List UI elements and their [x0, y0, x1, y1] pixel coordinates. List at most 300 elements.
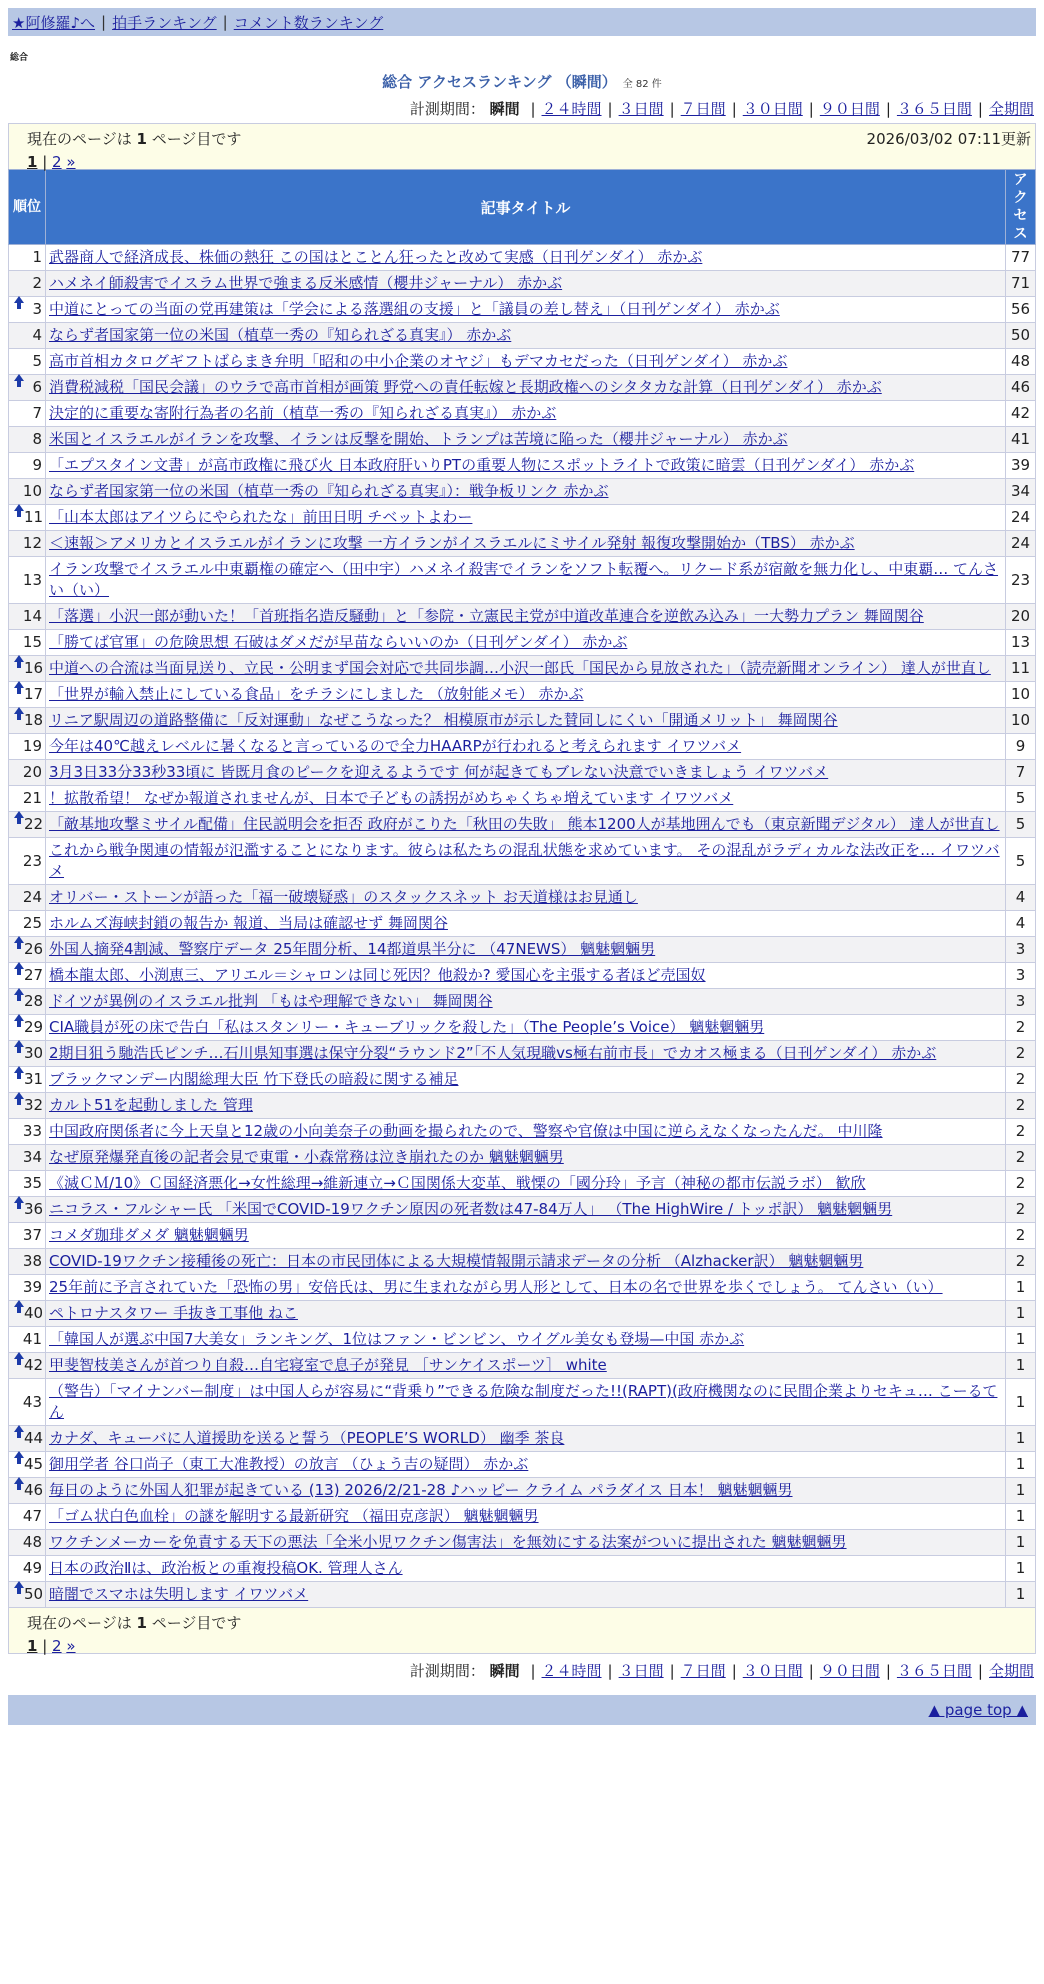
- access-count: 1: [1006, 1582, 1036, 1608]
- article-link[interactable]: 暗闇でスマホは失明します イワツバメ: [49, 1585, 309, 1603]
- article-link[interactable]: ならず者国家第一位の米国（植草一秀の『知られざる真実』） 赤かぶ: [49, 326, 512, 344]
- article-link[interactable]: リニア駅周辺の道路整備に「反対運動」なぜこうなった？ 相模原市が示した賛同しにくい「開通メリット」 舞岡関谷: [49, 711, 838, 729]
- article-link[interactable]: 「韓国人が選ぶ中国7大美女」ランキング、1位はファン・ビンビン、ウイグル美女も登場—中国 赤かぶ: [49, 1330, 745, 1348]
- article-link[interactable]: 今年は40℃越えレベルに暑くなると言っているので全力HAARPが行われると考えられます イワツバメ: [49, 737, 742, 755]
- rank-number: 10: [22, 482, 42, 500]
- comment-ranking-link[interactable]: コメント数ランキング: [233, 13, 384, 32]
- col-header-access: アクセス: [1006, 170, 1036, 245]
- article-link[interactable]: 甲斐智枝美さんが首つり自殺…自宅寝室で息子が発見 ［サンケイスポーツ］ white: [49, 1356, 607, 1374]
- access-count: 2: [1006, 1015, 1036, 1041]
- home-link[interactable]: ★阿修羅♪へ: [12, 13, 96, 32]
- table-row: [9, 1301, 1036, 1327]
- article-link[interactable]: 「エプスタイン文書」が高市政権に飛び火 日本政府肝いりPTの重要人物にスポットライトで政策に暗雲（日刊ゲンダイ） 赤かぶ: [49, 456, 915, 474]
- table-row: [9, 812, 1036, 838]
- article-link[interactable]: 3月3日33分33秒33頃に 皆既月食のピークを迎えるようです 何が起きてもブレない決意でいきましょう イワツバメ: [49, 763, 829, 781]
- access-count: 1: [1006, 1530, 1036, 1556]
- access-count: 24: [1006, 531, 1036, 557]
- rank-number: 14: [22, 607, 42, 625]
- article-link[interactable]: 「敵基地攻撃ミサイル配備」住民説明会を拒否 政府がこりた「秋田の失敗」 熊本1200人が基地囲んでも（東京新聞デジタル） 達人が世直し: [49, 815, 1000, 833]
- title-cell: [46, 375, 1006, 401]
- rank-number: 18: [24, 711, 44, 729]
- rank-up-arrow-icon: [14, 988, 24, 995]
- table-row: [9, 630, 1036, 656]
- title-cell: [46, 1504, 1006, 1530]
- table-row: [9, 1093, 1036, 1119]
- rank-number: 46: [24, 1481, 44, 1499]
- title-cell: [46, 297, 1006, 323]
- period-link[interactable]: ３６５日間: [896, 1662, 972, 1680]
- access-count: 23: [1006, 557, 1036, 604]
- rank-cell: [9, 349, 46, 375]
- table-row: [9, 479, 1036, 505]
- article-link[interactable]: CIA職員が死の床で告白「私はスタンリー・キューブリックを殺した」（The People’s Voice） 魑魅魍魎男: [49, 1018, 765, 1036]
- rank-cell: [9, 786, 46, 812]
- access-count: 1: [1006, 1452, 1036, 1478]
- rank-cell: [9, 1015, 46, 1041]
- rank-number: 35: [22, 1174, 42, 1192]
- article-link[interactable]: ペトロナスタワー 手抜き工事他 ねこ: [49, 1304, 298, 1322]
- access-count: 1: [1006, 1301, 1036, 1327]
- rank-number: 42: [24, 1356, 44, 1374]
- rank-number: 19: [22, 737, 42, 755]
- rank-number: 6: [32, 378, 42, 396]
- rank-number: 48: [22, 1533, 42, 1551]
- rank-number: 7: [32, 404, 42, 422]
- title-cell: [46, 1582, 1006, 1608]
- rank-cell: [9, 1504, 46, 1530]
- rank-number: 5: [32, 352, 42, 370]
- access-count: 10: [1006, 682, 1036, 708]
- title-cell: [46, 1327, 1006, 1353]
- access-count: 77: [1006, 245, 1036, 271]
- access-count: 3: [1006, 937, 1036, 963]
- page-info: 現在のページは 1 ページ目です: [27, 130, 242, 148]
- total-count: 全 82 件: [622, 79, 662, 90]
- rank-cell: [9, 297, 46, 323]
- access-count: 50: [1006, 323, 1036, 349]
- table-row: [9, 786, 1036, 812]
- period-link[interactable]: ９０日間: [819, 1662, 880, 1680]
- article-link[interactable]: カナダ、キューバに人道援助を送ると誓う（PEOPLE’S WORLD） 幽季 茶良: [49, 1429, 565, 1447]
- period-link[interactable]: 全期間: [988, 1662, 1034, 1680]
- article-link[interactable]: なぜ原発爆発直後の記者会見で東電・小森常務は泣き崩れたのか 魑魅魍魎男: [49, 1148, 564, 1166]
- table-row: [9, 1041, 1036, 1067]
- access-count: 2: [1006, 1093, 1036, 1119]
- rank-number: 50: [24, 1585, 44, 1603]
- rank-number: 15: [22, 633, 42, 651]
- rank-number: 33: [22, 1122, 42, 1140]
- page-info: 現在のページは 1 ページ目です: [27, 1614, 242, 1632]
- rank-cell: [9, 1327, 46, 1353]
- rank-cell: [9, 1582, 46, 1608]
- title-cell: [46, 1197, 1006, 1223]
- rank-up-arrow-icon: [14, 1451, 24, 1458]
- article-link[interactable]: これから戦争関連の情報が氾濫することになります。彼らは私たちの混乱状態を求めています。 その混乱がラディカルな法改正を… イワツバメ: [49, 841, 1000, 880]
- title-cell: [46, 1119, 1006, 1145]
- rank-cell: [9, 1041, 46, 1067]
- title-cell: [46, 911, 1006, 937]
- access-count: 1: [1006, 1379, 1036, 1426]
- title-cell: [46, 1452, 1006, 1478]
- article-link[interactable]: 外国人摘発4割減、警察庁データ 25年間分析、14都道県半分に （47NEWS） 魑魅魍魎男: [49, 940, 656, 958]
- rank-number: 8: [32, 430, 42, 448]
- access-count: 1: [1006, 1504, 1036, 1530]
- pager: 1 | 2 »: [27, 153, 76, 171]
- rank-up-arrow-icon: [14, 1014, 24, 1021]
- title-cell: [46, 453, 1006, 479]
- pager-page-2[interactable]: 2: [52, 1637, 62, 1655]
- col-header-rank: 順位: [9, 170, 46, 245]
- rank-cell: [9, 479, 46, 505]
- access-count: 13: [1006, 630, 1036, 656]
- access-count: 46: [1006, 375, 1036, 401]
- article-link[interactable]: 武器商人で経済成長、株価の熱狂 この国はとことん狂ったと改めて実感（日刊ゲンダイ） 赤かぶ: [49, 248, 703, 266]
- access-count: 5: [1006, 838, 1036, 885]
- table-row: [9, 557, 1036, 604]
- rank-cell: [9, 375, 46, 401]
- rank-cell: [9, 1353, 46, 1379]
- rank-number: 36: [24, 1200, 44, 1218]
- table-row: [9, 1379, 1036, 1426]
- period-link[interactable]: ３６５日間: [896, 100, 972, 118]
- article-link[interactable]: 中道への合流は当面見送り、立民・公明まず国会対応で共同歩調…小沢一郎氏「国民から見放された」（読売新聞オンライン） 達人が世直し: [49, 659, 991, 677]
- rank-cell: [9, 1197, 46, 1223]
- period-current: 瞬間: [489, 100, 520, 118]
- rank-up-arrow-icon: [14, 1300, 24, 1307]
- rank-cell: [9, 245, 46, 271]
- rank-cell: [9, 323, 46, 349]
- article-link[interactable]: 高市首相カタログギフトばらまき弁明「昭和の中小企業のオヤジ」もデマカセだった（日刊ゲンダイ） 赤かぶ: [49, 352, 788, 370]
- rank-number: 41: [22, 1330, 42, 1348]
- rank-cell: [9, 1249, 46, 1275]
- rank-cell: [9, 656, 46, 682]
- article-link[interactable]: （警告）「マイナンバー制度」は中国人らが容易に“背乗り”できる危険な制度だった!!(RAPT)(政府機関なのに民間企業よりセキュ… こーるてん: [49, 1382, 998, 1421]
- title-cell: [46, 1530, 1006, 1556]
- title-cell: [46, 557, 1006, 604]
- title-cell: [46, 708, 1006, 734]
- title-cell: [46, 1301, 1006, 1327]
- article-link[interactable]: 決定的に重要な寄附行為者の名前（植草一秀の『知られざる真実』） 赤かぶ: [49, 404, 557, 422]
- col-header-title: 記事タイトル: [46, 170, 1006, 245]
- article-link[interactable]: 「勝てば官軍」の危険思想 石破はダメだが早苗ならいいのか（日刊ゲンダイ） 赤かぶ: [49, 633, 628, 651]
- article-link[interactable]: カルト51を起動しました 管理: [49, 1096, 253, 1114]
- rank-cell: [9, 1067, 46, 1093]
- article-link[interactable]: 《滅ＣＭ/10》Ｃ国経済悪化→女性総理→維新連立→Ｃ国関係大変革、戦慄の「國分玲」予言（神秘の都市伝説ラボ） 歓欣: [49, 1174, 866, 1192]
- article-link[interactable]: ワクチンメーカーを免責する天下の悪法「全米小児ワクチン傷害法」を無効にする法案がついに提出された 魑魅魍魎男: [49, 1533, 847, 1551]
- rank-number: 40: [24, 1304, 44, 1322]
- period-selector-bottom: [8, 1660, 1036, 1681]
- article-link[interactable]: 中国政府関係者に今上天皇と12歳の小向美奈子の動画を撮られたので、警察や官僚は中国に逆らえなくなったんだ。 中川隆: [49, 1122, 883, 1140]
- table-row: [9, 375, 1036, 401]
- title-cell: [46, 323, 1006, 349]
- article-link[interactable]: 「世界が輸入禁止にしている食品」をチラシにしました （放射能メモ） 赤かぶ: [49, 685, 584, 703]
- title-cell: [46, 1353, 1006, 1379]
- rank-number: 38: [22, 1252, 42, 1270]
- article-link[interactable]: 米国とイスラエルがイランを攻撃、イランは反撃を開始、トランプは苦境に陥った（櫻井ジャーナル） 赤かぶ: [49, 430, 788, 448]
- title-cell: [46, 1041, 1006, 1067]
- table-row: [9, 1327, 1036, 1353]
- table-row: [9, 963, 1036, 989]
- rank-up-arrow-icon: [14, 504, 24, 511]
- access-count: 1: [1006, 1556, 1036, 1582]
- title-cell: [46, 1145, 1006, 1171]
- rank-cell: [9, 1478, 46, 1504]
- rank-cell: [9, 708, 46, 734]
- table-row: [9, 885, 1036, 911]
- title-cell: [46, 505, 1006, 531]
- rank-cell: [9, 557, 46, 604]
- rank-number: 30: [24, 1044, 44, 1062]
- rank-number: 11: [24, 508, 44, 526]
- article-link[interactable]: 25年前に予言されていた「恐怖の男」安倍氏は、男に生まれながら男人形として、日本の名で世界を歩くでしょう。 てんさい（い）: [49, 1278, 943, 1296]
- access-count: 24: [1006, 505, 1036, 531]
- rank-number: 23: [22, 851, 42, 870]
- access-count: 41: [1006, 427, 1036, 453]
- pager: 1 | 2 »: [27, 1637, 76, 1655]
- rank-cell: [9, 1275, 46, 1301]
- article-link[interactable]: コメダ珈琲ダメダ 魑魅魍魎男: [49, 1226, 249, 1244]
- rank-cell: [9, 604, 46, 630]
- article-link[interactable]: イラン攻撃でイスラエル中東覇権の確定へ（田中宇）ハメネイ殺害でイランをソフト転覆へ。リクード系が宿敵を無力化し、中東覇… てんさい（い）: [49, 560, 999, 599]
- period-link[interactable]: ２４時間: [541, 100, 602, 118]
- access-count: 71: [1006, 271, 1036, 297]
- rank-up-arrow-icon: [14, 962, 24, 969]
- rank-cell: [9, 760, 46, 786]
- article-link[interactable]: ハメネイ師殺害でイスラム世界で強まる反米感情（櫻井ジャーナル） 赤かぶ: [49, 274, 563, 292]
- title-cell: [46, 1223, 1006, 1249]
- rank-cell: [9, 937, 46, 963]
- rank-up-arrow-icon: [14, 707, 24, 714]
- title-cell: [46, 427, 1006, 453]
- rank-number: 3: [32, 300, 42, 318]
- rank-cell: [9, 682, 46, 708]
- access-count: 1: [1006, 1275, 1036, 1301]
- article-link[interactable]: ＜速報＞アメリカとイスラエルがイランに攻撃 一方イランがイスラエルにミサイル発射 報復攻撃開始か（TBS） 赤かぶ: [49, 534, 855, 552]
- title-cell: [46, 1379, 1006, 1426]
- article-link[interactable]: 御用学者 谷口尚子（東工大准教授）の放言 （ひょう吉の疑問） 赤かぶ: [49, 1455, 529, 1473]
- rank-number: 13: [22, 570, 42, 589]
- access-count: 5: [1006, 812, 1036, 838]
- access-count: 1: [1006, 1327, 1036, 1353]
- article-link[interactable]: ！拡散希望！ なぜか報道されませんが、日本で子どもの誘拐がめちゃくちゃ増えています イワツバメ: [49, 789, 734, 807]
- table-row: [9, 1015, 1036, 1041]
- rank-number: 12: [22, 534, 42, 552]
- footer-bar: [8, 1695, 1036, 1725]
- table-row: [9, 1504, 1036, 1530]
- title-cell: [46, 734, 1006, 760]
- table-row: [9, 1426, 1036, 1452]
- article-link[interactable]: COVID-19ワクチン接種後の死亡：日本の市民団体による大規模情報開示請求データの分析 （Alzhacker訳） 魑魅魍魎男: [49, 1252, 864, 1270]
- page-title: 総合 アクセスランキング （瞬間）: [382, 73, 617, 91]
- title-cell: [46, 885, 1006, 911]
- rank-up-arrow-icon: [14, 655, 24, 662]
- access-count: 2: [1006, 1249, 1036, 1275]
- table-row: [9, 427, 1036, 453]
- title-cell: [46, 349, 1006, 375]
- title-cell: [46, 786, 1006, 812]
- rank-number: 47: [22, 1507, 42, 1525]
- access-count: 7: [1006, 760, 1036, 786]
- pager-next[interactable]: »: [66, 153, 76, 171]
- rank-up-arrow-icon: [14, 1581, 24, 1588]
- table-row: [9, 708, 1036, 734]
- pager-current: 1: [27, 1637, 38, 1655]
- rank-number: 9: [32, 456, 42, 474]
- top-nav-bar: ★阿修羅♪へ | 拍手ランキング | コメント数ランキング: [8, 8, 1036, 36]
- ranking-table: [8, 169, 1036, 1608]
- table-row: [9, 401, 1036, 427]
- table-row: [9, 1067, 1036, 1093]
- rank-number: 49: [22, 1559, 42, 1577]
- table-row: [9, 531, 1036, 557]
- updated-timestamp: 2026/03/02 07:11更新: [866, 130, 1031, 148]
- title-cell: [46, 401, 1006, 427]
- rank-number: 34: [22, 1148, 42, 1166]
- access-count: 2: [1006, 1067, 1036, 1093]
- access-count: 34: [1006, 479, 1036, 505]
- rank-cell: [9, 963, 46, 989]
- article-link[interactable]: ならず者国家第一位の米国（植草一秀の『知られざる真実』）：戦争板リンク 赤かぶ: [49, 482, 609, 500]
- article-link[interactable]: オリバー・ストーンが語った「福一破壊疑惑」のスタックスネット お天道様はお見通し: [49, 888, 638, 906]
- article-link[interactable]: 毎日のように外国人犯罪が起きている (13) 2026/2/21-28 ♪ハッピー クライム パラダイス 日本！ 魑魅魍魎男: [49, 1481, 793, 1499]
- rank-cell: [9, 1119, 46, 1145]
- rank-cell: [9, 989, 46, 1015]
- rank-up-arrow-icon: [14, 1425, 24, 1432]
- period-link[interactable]: ９０日間: [819, 100, 880, 118]
- access-count: 3: [1006, 989, 1036, 1015]
- article-link[interactable]: 橋本龍太郎、小渕恵三、アリエル＝シャロンは同じ死因？他殺か? 愛国心を主張する者ほど売国奴: [49, 966, 706, 984]
- rank-number: 26: [24, 940, 44, 958]
- article-link[interactable]: ドイツが異例のイスラエル批判 「もはや理解できない」 舞岡関谷: [49, 992, 493, 1010]
- rank-cell: [9, 1530, 46, 1556]
- table-row: [9, 1249, 1036, 1275]
- rank-cell: [9, 271, 46, 297]
- article-link[interactable]: ホルムズ海峡封鎖の報告か 報道、当局は確認せず 舞岡関谷: [49, 914, 448, 932]
- rank-number: 31: [24, 1070, 44, 1088]
- access-count: 2: [1006, 1041, 1036, 1067]
- pager-next[interactable]: »: [66, 1637, 76, 1655]
- period-link[interactable]: ３０日間: [742, 100, 803, 118]
- article-link[interactable]: 中道にとっての当面の党再建策は「学会による落選組の支援」と「議員の差し替え」（日刊ゲンダイ） 赤かぶ: [49, 300, 780, 318]
- period-link[interactable]: ２４時間: [541, 1662, 602, 1680]
- rank-cell: [9, 401, 46, 427]
- access-count: 11: [1006, 656, 1036, 682]
- table-row: [9, 271, 1036, 297]
- article-link[interactable]: 「山本太郎はアイツらにやられたな」前田日明 チベットよわー: [49, 508, 473, 526]
- period-link[interactable]: ３日間: [618, 100, 664, 118]
- page-top-link[interactable]: ▲ page top ▲: [928, 1701, 1028, 1719]
- rank-number: 24: [22, 888, 42, 906]
- title-cell: [46, 630, 1006, 656]
- clap-ranking-link[interactable]: 拍手ランキング: [112, 13, 217, 32]
- access-count: 2: [1006, 1223, 1036, 1249]
- access-count: 48: [1006, 349, 1036, 375]
- table-row: [9, 1145, 1036, 1171]
- period-links: | ２４時間 | ３日間 | ７日間 | ３０日間 | ９０日間 | ３６５日間 | 全期間: [530, 1662, 1034, 1680]
- rank-cell: [9, 734, 46, 760]
- access-count: 1: [1006, 1353, 1036, 1379]
- title-cell: [46, 531, 1006, 557]
- table-row: [9, 505, 1036, 531]
- title-cell: [46, 656, 1006, 682]
- table-row: [9, 1223, 1036, 1249]
- article-link[interactable]: ブラックマンデー内閣総理大臣 竹下登氏の暗殺に関する補足: [49, 1070, 459, 1088]
- article-link[interactable]: 「ゴム状白色血栓」の謎を解明する最新研究 （福田克彦訳） 魑魅魍魎男: [49, 1507, 539, 1525]
- rank-cell: [9, 1379, 46, 1426]
- title-cell: [46, 1015, 1006, 1041]
- rank-up-arrow-icon: [14, 296, 24, 303]
- title-cell: [46, 1067, 1006, 1093]
- article-link[interactable]: ニコラス・フルシャー氏 「米国でCOVID-19ワクチン原因の死者数は47-84万人」 （The HighWire / トッポ訳） 魑魅魍魎男: [49, 1200, 893, 1218]
- rank-cell: [9, 1452, 46, 1478]
- article-link[interactable]: 消費税減税「国民会議」のウラで高市首相が画策 野党への責任転嫁と長期政権へのシタタカな計算（日刊ゲンダイ） 赤かぶ: [49, 378, 882, 396]
- access-count: 5: [1006, 786, 1036, 812]
- page-title-row: [8, 71, 1036, 92]
- table-row: [9, 245, 1036, 271]
- access-count: 9: [1006, 734, 1036, 760]
- pager-current: 1: [27, 153, 38, 171]
- table-row: [9, 1197, 1036, 1223]
- rank-cell: [9, 1145, 46, 1171]
- period-link[interactable]: ３日間: [618, 1662, 664, 1680]
- article-link[interactable]: 「落選」小沢一郎が動いた！「首班指名造反騒動」と「参院・立憲民主党が中道改革連合を逆飲み込み」一大勢力プラン 舞岡関谷: [49, 607, 924, 625]
- rank-up-arrow-icon: [14, 1196, 24, 1203]
- period-selector: [8, 98, 1036, 119]
- page-info-bottom: [8, 1608, 1036, 1654]
- title-cell: [46, 245, 1006, 271]
- title-cell: [46, 1556, 1006, 1582]
- table-row: [9, 1478, 1036, 1504]
- rank-number: 29: [24, 1018, 44, 1036]
- title-cell: [46, 1478, 1006, 1504]
- access-count: 42: [1006, 401, 1036, 427]
- rank-number: 39: [22, 1278, 42, 1296]
- table-row: [9, 1556, 1036, 1582]
- article-link[interactable]: 2期目狙う馳浩氏ピンチ…石川県知事選は保守分裂“ラウンド2”「不人気現職vs極右前市長」でカオス極まる（日刊ゲンダイ） 赤かぶ: [49, 1044, 937, 1062]
- rank-up-arrow-icon: [14, 1352, 24, 1359]
- pager-page-2[interactable]: 2: [52, 153, 62, 171]
- access-count: 39: [1006, 453, 1036, 479]
- table-row: [9, 1275, 1036, 1301]
- rank-cell: [9, 630, 46, 656]
- title-cell: [46, 271, 1006, 297]
- title-cell: [46, 838, 1006, 885]
- title-cell: [46, 1275, 1006, 1301]
- period-link[interactable]: ７日間: [680, 1662, 726, 1680]
- rank-number: 25: [22, 914, 42, 932]
- rank-number: 22: [24, 815, 44, 833]
- rank-number: 1: [32, 248, 42, 266]
- period-link[interactable]: ３０日間: [742, 1662, 803, 1680]
- title-cell: [46, 963, 1006, 989]
- table-row: [9, 911, 1036, 937]
- table-row: [9, 1171, 1036, 1197]
- table-row: [9, 1530, 1036, 1556]
- access-count: 10: [1006, 708, 1036, 734]
- rank-number: 43: [22, 1392, 42, 1411]
- access-count: 1: [1006, 1478, 1036, 1504]
- access-count: 4: [1006, 911, 1036, 937]
- article-link[interactable]: 日本の政治Ⅱは、政治板との重複投稿OK. 管理人さん: [49, 1559, 403, 1577]
- title-cell: [46, 760, 1006, 786]
- rank-number: 20: [22, 763, 42, 781]
- table-row: [9, 937, 1036, 963]
- period-link[interactable]: ７日間: [680, 100, 726, 118]
- period-link[interactable]: 全期間: [988, 100, 1034, 118]
- rank-up-arrow-icon: [14, 1477, 24, 1484]
- table-row: [9, 682, 1036, 708]
- period-links: | ２４時間 | ３日間 | ７日間 | ３０日間 | ９０日間 | ３６５日間 | 全期間: [530, 100, 1034, 118]
